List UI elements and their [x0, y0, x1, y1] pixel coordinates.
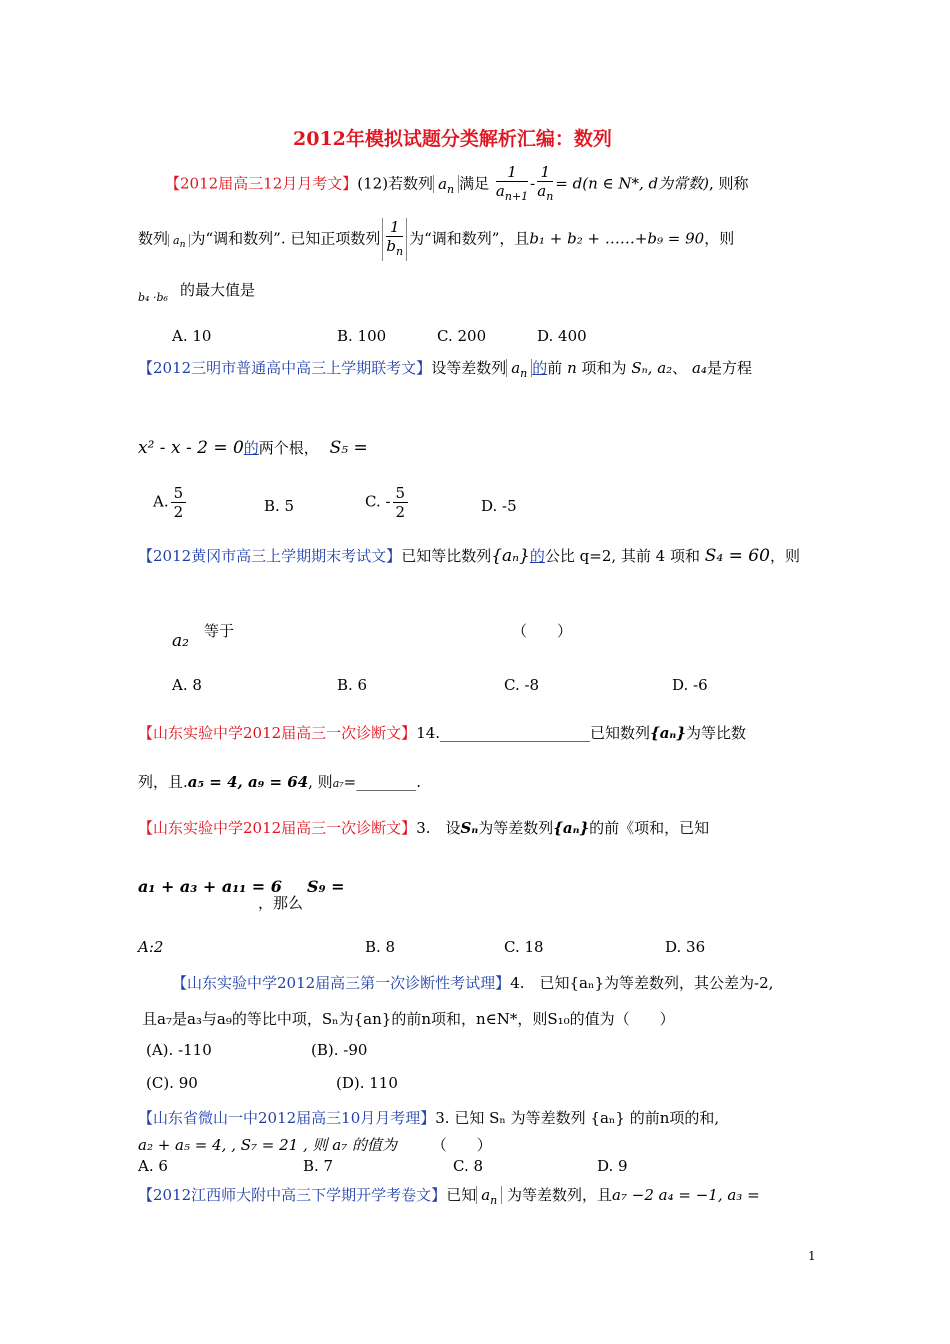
question-source: 【2012届高三12月月考文】: [165, 174, 358, 193]
question-3-line-2: 等于: [204, 622, 235, 640]
option-b: B. 6: [337, 676, 368, 694]
option-b: B. 5: [264, 497, 295, 515]
question-8-line-1: 【2012江西师大附中高三下学期开学考卷文】已知 $a_n$ 为等差数列，且a₇ −2 a₄ = −1, a₃ =: [138, 1186, 760, 1207]
option-c: (C). 90: [146, 1074, 198, 1092]
question-source: 【山东实验中学2012届高三一次诊断文】: [138, 819, 417, 837]
equation: x² - x - 2 = 0: [138, 438, 244, 458]
option-b: B. 100: [337, 327, 387, 345]
question-source: 【2012三明市普通高中高三上学期联考文】: [138, 359, 432, 377]
question-3-line-1: 【2012黄冈市高三上学期期末考试文】已知等比数列{aₙ}的公比 q=2, 其前 4 项和 S₄ = 60，则: [138, 546, 800, 566]
option-d: D. -5: [481, 497, 517, 515]
option-a: A:2: [138, 938, 164, 956]
option-a: A. 10: [172, 327, 212, 345]
option-b: (B). -90: [311, 1041, 368, 1059]
option-b: B. 8: [365, 938, 396, 956]
sequence-symbol: $a_n$: [433, 175, 459, 193]
option-a: A. 8: [172, 676, 202, 694]
option-a: A. 6: [138, 1157, 168, 1175]
question-source: 【山东实验中学2012届高三一次诊断文】: [138, 724, 417, 742]
option-d: D. 400: [537, 327, 587, 345]
option-c: C. 8: [453, 1157, 484, 1175]
question-2-line-2: x² - x - 2 = 0的两个根， S₅ =: [138, 438, 368, 458]
product-formula: b₄ ·b₆: [138, 291, 168, 304]
s9-term: S₉ =: [307, 877, 345, 896]
question-source: 【山东省微山一中2012届高三10月月考理】: [138, 1109, 436, 1127]
page-number: 1: [808, 1249, 816, 1263]
sum-formula: b₁ + b₂ + ……+b₉ = 90: [529, 229, 705, 248]
question-1-line-3: 的最大值是: [180, 281, 256, 299]
sequence-symbol: {aₙ}: [650, 724, 686, 742]
sequence-symbol: {aₙ}: [553, 819, 590, 837]
condition-formula: a₅ = 4, a₉ = 64: [187, 773, 309, 791]
equation: a₇ −2 a₄ = −1, a₃ =: [612, 1186, 760, 1204]
equation: a₁ + a₃ + a₁₁ = 6: [138, 877, 282, 896]
question-1-line-2: 数列 $a_n$ 为“调和数列”. 已知正项数列 $\frac{1}{b_n}$ 为“调和数列”，且b₁ + b₂ + ……+b₉ = 90，则: [138, 218, 734, 261]
question-source: 【2012江西师大附中高三下学期开学考卷文】: [138, 1186, 447, 1204]
fraction-1: $\frac{1}{a_{n+1}}$: [495, 163, 529, 203]
question-7-line-1: 【山东省微山一中2012届高三10月月考理】3. 已知 Sₙ 为等差数列 {aₙ} 的前n项的和,: [138, 1109, 720, 1127]
answer-paren: （ ）: [512, 622, 573, 640]
sequence-symbol: $a_n$: [506, 359, 532, 377]
question-6-line-2: 且a₇是a₃与a₉的等比中项，Sₙ为{an}的前n项和，n∈N*，则S₁₀的值为（ ）: [142, 1010, 675, 1028]
question-4-line-2: 列，且.a₅ = 4, a₉ = 64, 则a₇=________.: [138, 773, 421, 791]
question-source: 【山东实验中学2012届高三第一次诊断性考试理】: [172, 974, 511, 992]
inline-link[interactable]: 的: [243, 439, 259, 457]
option-d: (D). 110: [336, 1074, 398, 1092]
question-7-line-2: a₂ + a₅ = 4, , S₇ = 21 , 则 a₇ 的值为 （ ）: [138, 1136, 492, 1154]
question-source: 【2012黄冈市高三上学期期末考试文】: [138, 547, 402, 565]
question-2-line-1: 【2012三明市普通高中高三上学期联考文】设等差数列 $a_n$ 的前 n 项和为 Sₙ, a₂、 a₄是方程: [138, 359, 752, 380]
answer-blank[interactable]: ____________________: [440, 724, 591, 742]
inline-link[interactable]: 的: [532, 359, 548, 377]
question-4-line-1: 【山东实验中学2012届高三一次诊断文】14.____________________已知数列{aₙ}为等比数: [138, 724, 746, 742]
question-5-line-2: ，那么: [258, 894, 304, 912]
fraction-2: $\frac{1}{a_n}$: [537, 163, 554, 203]
option-a: (A). -110: [146, 1041, 212, 1059]
question-6-line-1: 【山东实验中学2012届高三第一次诊断性考试理】4. 已知{aₙ}为等差数列，其公差为-2,: [172, 974, 774, 992]
answer-paren: （ ）: [431, 1136, 492, 1154]
option-d: D. -6: [672, 676, 708, 694]
inline-link[interactable]: 的: [529, 547, 545, 565]
option-c: C. - $\frac{5}{2}$: [365, 484, 410, 521]
question-5-line-1: 【山东实验中学2012届高三一次诊断文】3. 设Sₙ为等差数列{aₙ}的前《项和，已知: [138, 819, 710, 837]
sequence-symbol: $a_n$: [476, 1186, 502, 1204]
option-c: C. 200: [437, 327, 487, 345]
option-d: D. 36: [665, 938, 706, 956]
sequence-symbol: $a_n$: [168, 234, 190, 247]
option-a: A. $\frac{5}{2}$: [153, 484, 188, 521]
reciprocal-sequence: $\frac{1}{b_n}$: [382, 218, 407, 261]
condition-formula: = d(n ∈ N*, d为常数): [555, 174, 710, 193]
option-d: D. 9: [597, 1157, 628, 1175]
option-c: C. -8: [504, 676, 540, 694]
page-title: 2012年模拟试题分类解析汇编：数列: [293, 128, 612, 150]
question-1-line-1: 【2012届高三12月月考文】(12)若数列 $a_n$ 满足 $\frac{1}{a_{n+1}}$ - $\frac{1}{a_n}$ = d(n ∈ N*, d为常数), 则称: [165, 163, 749, 206]
option-c: C. 18: [504, 938, 544, 956]
term-a2: a₂: [172, 631, 189, 651]
option-b: B. 7: [303, 1157, 334, 1175]
sequence-symbol: {aₙ}: [491, 546, 530, 566]
